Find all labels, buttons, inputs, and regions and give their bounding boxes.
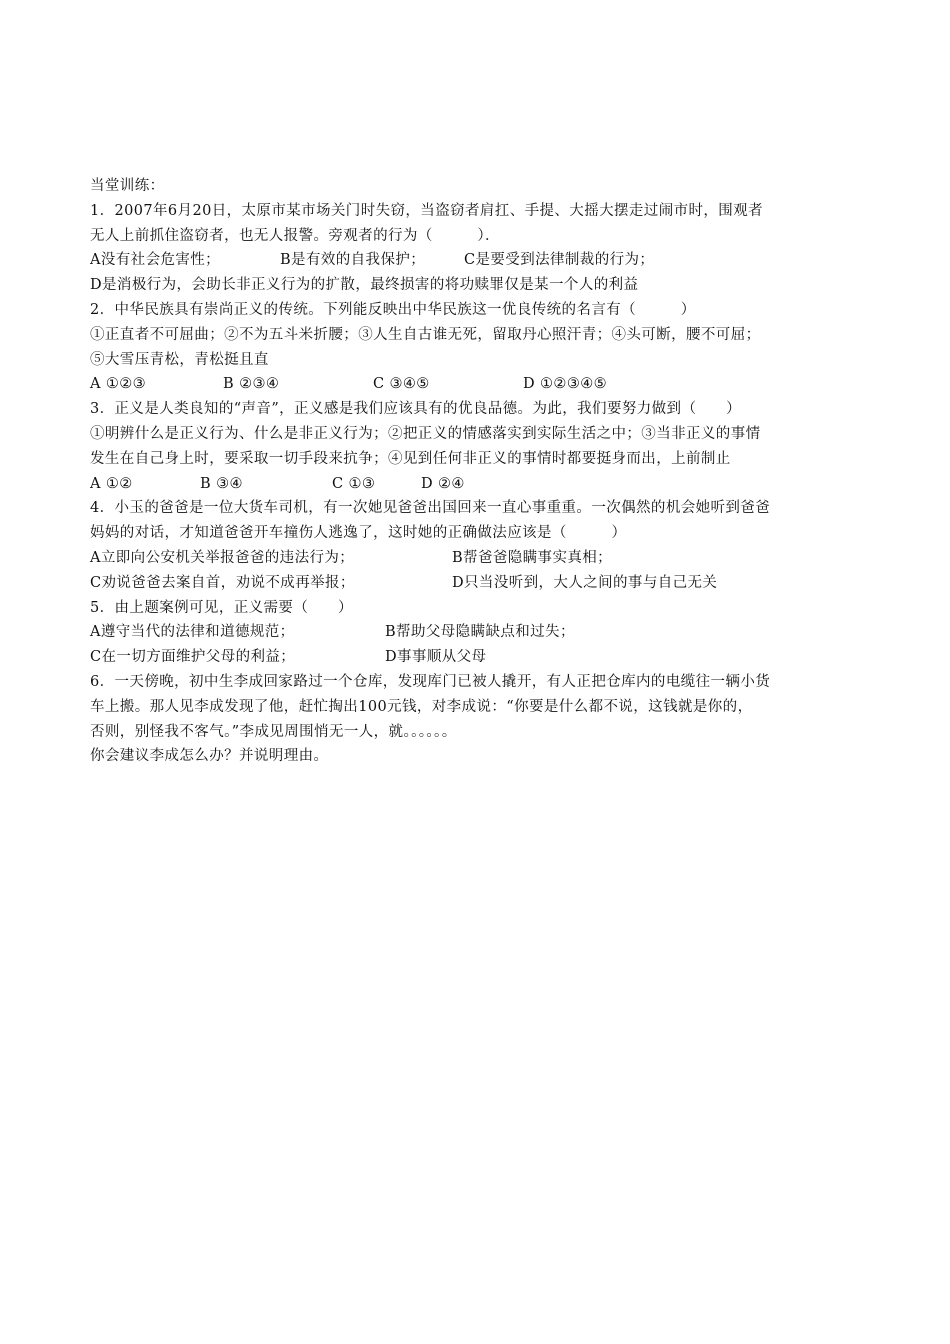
q1-option-a: A没有社会危害性； bbox=[90, 252, 221, 269]
exercise-document bbox=[90, 174, 870, 769]
q4-option-b: B帮爸爸隐瞒事实真相； bbox=[452, 549, 613, 566]
q4-stem-line1: 4．小玉的爸爸是一位大货车司机，有一次她见爸爸出国回来一直心事重重。一次偶然的机会她听到爸爸 bbox=[90, 500, 771, 517]
q2-items-line1: ①正直者不可屈曲；②不为五斗米折腰；③人生自古谁无死，留取丹心照汗青；④头可断，腰不可屈； bbox=[90, 326, 761, 343]
q4-option-a: A立即向公安机关举报爸爸的违法行为； bbox=[90, 549, 355, 566]
section-heading: 当堂训练： bbox=[90, 178, 165, 194]
q5-stem: 5．由上题案例可见，正义需要（ ） bbox=[90, 599, 353, 616]
q3-option-a: A ①② bbox=[90, 475, 133, 492]
q4-stem-line2: 妈妈的对话，才知道爸爸开车撞伤人逃逸了，这时她的正确做法应该是（ ） bbox=[90, 525, 627, 542]
q1-option-b: B是有效的自我保护； bbox=[280, 252, 426, 269]
q2-items-line2: ⑤大雪压青松，青松挺且直 bbox=[90, 351, 269, 368]
q3-items-line1: ①明辨什么是正义行为、什么是非正义行为；②把正义的情感落实到实际生活之中；③当非正义的事情 bbox=[90, 425, 761, 442]
q3-option-d: D ②④ bbox=[421, 475, 465, 492]
q5-option-c: C在一切方面维护父母的利益； bbox=[90, 649, 296, 666]
q3-options-row bbox=[90, 472, 870, 497]
q4-options-row-1 bbox=[90, 546, 870, 571]
q5-options-row-1 bbox=[90, 620, 870, 645]
q3-option-b: B ③④ bbox=[200, 475, 243, 492]
q4-option-c: C劝说爸爸去案自首，劝说不成再举报； bbox=[90, 574, 355, 591]
q5-options-row-2 bbox=[90, 645, 870, 670]
q1-option-d: D是消极行为，会助长非正义行为的扩散，最终损害的将功赎罪仅是某一个人的利益 bbox=[90, 277, 639, 294]
q2-stem: 2．中华民族具有崇尚正义的传统。下列能反映出中华民族这一优良传统的名言有（ ） bbox=[90, 301, 696, 318]
q1-option-c: C是要受到法律制裁的行为； bbox=[464, 252, 655, 269]
q4-options-row-2 bbox=[90, 571, 870, 596]
q1-options-row bbox=[90, 248, 870, 273]
q6-prompt: 你会建议李成怎么办？并说明理由。 bbox=[90, 748, 329, 765]
q1-stem-line2: 无人上前抓住盗窃者，也无人报警。旁观者的行为（ ）． bbox=[90, 227, 500, 244]
q1-stem-line1: 1．2007年6月20日，太原市某市场关门时失窃，当盗窃者肩扛、手提、大摇大摆走过闹市时，围观者 bbox=[90, 202, 763, 219]
q6-stem-line1: 6．一天傍晚，初中生李成回家路过一个仓库，发现库门已被人撬开，有人正把仓库内的电缆往一辆小货 bbox=[90, 673, 771, 690]
q3-items-line2: 发生在自己身上时，要采取一切手段来抗争；④见到任何非正义的事情时都要挺身而出，上前制止 bbox=[90, 450, 731, 467]
q6-stem-line3: 否则，别怪我不客气。”李成见周围悄无一人，就。。。。。。 bbox=[90, 723, 457, 740]
q2-option-a: A ①②③ bbox=[90, 376, 147, 393]
q5-option-a: A遵守当代的法律和道德规范； bbox=[90, 624, 295, 641]
q2-options-row bbox=[90, 372, 870, 397]
q5-option-d: D事事顺从父母 bbox=[385, 649, 487, 666]
q4-option-d: D只当没听到，大人之间的事与自己无关 bbox=[452, 574, 718, 591]
q6-stem-line2: 车上搬。那人见李成发现了他，赶忙掏出100元钱，对李成说：“你要是什么都不说，这钱就是你的， bbox=[90, 698, 753, 715]
q5-option-b: B帮助父母隐瞒缺点和过失； bbox=[385, 624, 575, 641]
q2-option-b: B ②③④ bbox=[223, 376, 280, 393]
q3-stem: 3．正义是人类良知的“声音”，正义感是我们应该具有的优良品德。为此，我们要努力做到（ ） bbox=[90, 401, 742, 418]
q2-option-d: D ①②③④⑤ bbox=[523, 376, 608, 393]
q2-option-c: C ③④⑤ bbox=[373, 376, 430, 393]
q3-option-c: C ①③ bbox=[332, 475, 376, 492]
